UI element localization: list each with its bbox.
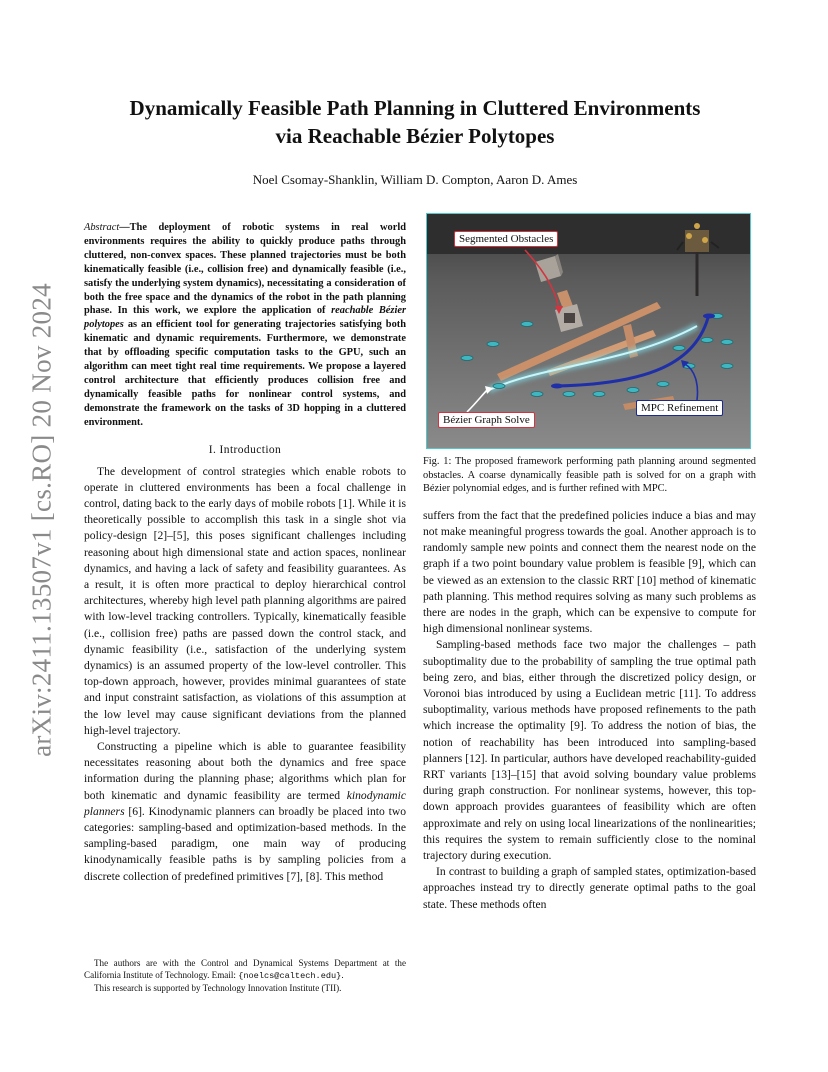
footnote-affiliation [84, 957, 406, 982]
mpc-start-node [551, 384, 563, 389]
paper-title-line2: via Reachable Bézier Polytopes [275, 124, 555, 148]
label-segmented-obstacles: Segmented Obstacles [454, 231, 558, 247]
graph-node [721, 364, 733, 369]
graph-node [531, 392, 543, 397]
paragraph: Sampling-based methods face two major the challenges – path suboptimality due to the probability of sampling the true optimal path being zero, and bias, either through the discretized policy design, or Voronoi bias introduced by using a Euclidean metric [11]. To address suboptimality, various methods have proposed refinements to the path which increase the optimality [9]. To address the notion of bias, the notion of reachability has been introduced into sampling-based planners [12]. In particular, authors have developed reachability-guided RRT variants [13]–[15] that avoid solving boundary value problems during graph construction. For nonlinear systems, however, this top-down approach provides guarantees of feasibility which are often approximate and rely on using local linearizations of the nonlinearities; this requires the system to remain sufficiently close to the nominal trajectory during execution. [423, 638, 756, 863]
label-mpc-refinement: MPC Refinement [636, 400, 723, 416]
graph-node [721, 340, 733, 345]
paper-title-line1: Dynamically Feasible Path Planning in Cluttered Environments [129, 96, 701, 120]
paragraph-text: [6]. Kinodynamic planners can broadly be placed into two categories: sampling-based and optimization-based methods. In the sampling-based paradigm, one main way of producing kinodynamically feasible paths is by sampling policies from a discrete collection of predefined primitives [7], [8]. This method [84, 804, 406, 883]
mpc-end-node [703, 314, 715, 319]
label-bezier-graph-solve: Bézier Graph Solve [438, 412, 535, 428]
paragraph-text: Constructing a pipeline which is able to guarantee feasibility necessitates reasoning about both the dynamics and free space information during the planning phase; algorithms which plan for both kinematic and dynamic feasibility are termed [84, 740, 406, 802]
abstract-italic-term: reachable Bézier polytopes [84, 305, 407, 331]
graph-node [487, 342, 499, 347]
arxiv-identifier-text: arXiv:2411.13507v1 [cs.RO] 20 Nov 2024 [26, 283, 57, 757]
figure-caption: Fig. 1: The proposed framework performing path planning around segmented obstacles. A coarse dynamically feasible path is solved for on a graph with Bézier polynomial edges, and is further refined with MPC. [423, 456, 756, 495]
graph-node [627, 388, 639, 393]
graph-node [521, 322, 533, 327]
left-column [84, 221, 406, 885]
paragraph [84, 739, 406, 885]
footnote-text: The authors are with the Control and Dynamical Systems Department at the California Institute of Technology. Email: [84, 958, 406, 981]
footnote-funding: This research is supported by Technology Innovation Institute (TII). [94, 983, 342, 994]
abstract [84, 221, 406, 430]
graph-node [563, 392, 575, 397]
abstract-text-part2: as an efficient tool for generating trajectories satisfying both kinematic and dynamic requirements. Furthermore, we demonstrate that by offloading specific computation tasks to the GPU, such an algorithm can meet tight real time requirements. We propose a layered control architecture that efficiently produces collision free and dynamically feasible paths for nonlinear control systems, and demonstrate the framework on the tasks of 3D hopping in a cluttered environment. [84, 319, 406, 428]
graph-node [593, 392, 605, 397]
abstract-lead: Abstract [84, 222, 120, 233]
graph-node [461, 356, 473, 361]
graph-node [493, 384, 505, 389]
graph-node [673, 346, 685, 351]
paragraph: The development of control strategies which enable robots to operate in cluttered environments has been a focal challenge in control, dating back to the early days of mobile robots [1]. While it is theoretically possible to accomplish this task in a single shot via policy-design [2]–[5], this poses significant challenges including reasoning about high dimensional state and action spaces, nonlinear dynamics, and having a lack of safety and feasibility guarantees. As a result, it is often more practical to deploy hierarchical control architectures, whereby high level path planning algorithms are paired with low-level tracking controllers. Typically, kinematically feasible (i.e., collision free) paths are passed down the control stack, and dynamic feasibility (i.e., satisfaction of the underlying system dynamics) is an assumed property of the low-level controller. This top-down approach, however, provides minimal guarantees of state and input constraint satisfaction, as violations of this assumption at the low level may cause significant deviations from the planned high-level trajectory. [84, 464, 406, 737]
graph-node [701, 338, 713, 343]
figure-1 [426, 213, 751, 449]
paper-title [90, 94, 740, 150]
footnote-email: {noelcs@caltech.edu} [238, 971, 342, 982]
paragraph: In contrast to building a graph of sampled states, optimization-based approaches instead try to directly generate optimal paths to the goal state. These methods often [423, 865, 756, 911]
graph-node [657, 382, 669, 387]
abstract-text-part1: —The deployment of robotic systems in real world environments requires the ability to quickly produce paths through cluttered, non-convex spaces. These planned trajectories must be both kinematically feasible (i.e., collision free) and dynamically feasible (i.e., satisfy the underlying system dynamics), necessitating a consideration of both the free space and the dynamics of the robot in the path planning phase. In this work, we explore the application of [84, 222, 406, 317]
section-heading-introduction: I. Introduction [208, 443, 282, 456]
paragraph: suffers from the fact that the predefined policies induce a bias and may not make meaningful progress towards the goal. Another approach is to randomly sample new points and connect them the nearest node on the graph if a two point boundary value problem is feasible [9], which can be viewed as an extension to the classic RRT [10] method of kinematic path planning. This method requires solving as many such problems as there are nodes in the graph, which can be expensive to compute for high dimensional nonlinear systems. [423, 508, 756, 636]
footnote-text: . [341, 970, 344, 981]
arxiv-identifier [22, 280, 62, 760]
author-list: Noel Csomay-Shanklin, William D. Compton, Aaron D. Ames [252, 172, 578, 187]
introduction-body-right [423, 508, 756, 913]
introduction-body-left [84, 464, 406, 885]
block-hole [564, 313, 575, 323]
right-column [423, 213, 756, 913]
paragraph-italic-term: kinodynamic planners [84, 788, 406, 818]
footnote [84, 957, 406, 995]
